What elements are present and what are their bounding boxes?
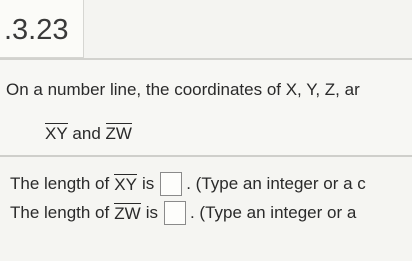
answer-segment-zw: ZW [114,204,141,223]
answer-verb: is [141,174,155,193]
connector-text: and [72,124,101,143]
length-zw-input[interactable] [164,201,186,225]
answer-row-zw [10,201,356,225]
answer-hint: . (Type an integer or a [189,203,357,222]
problem-number: .3.23 [4,14,69,46]
answer-segment-xy: XY [114,175,137,194]
length-xy-input[interactable] [160,172,182,196]
answer-hint: . (Type an integer or a c [186,174,366,193]
answer-prefix: The length of [10,203,110,222]
question-text: On a number line, the coordinates of X, Y, Z, ar [6,80,360,99]
segment-zw-label: ZW [105,124,132,143]
segment-xy-label: XY [45,124,68,143]
answer-verb: is [145,203,158,222]
answer-prefix: The length of [10,174,110,193]
answer-row-xy [10,172,366,196]
segments-line [45,123,132,145]
problem-tab [0,0,84,58]
